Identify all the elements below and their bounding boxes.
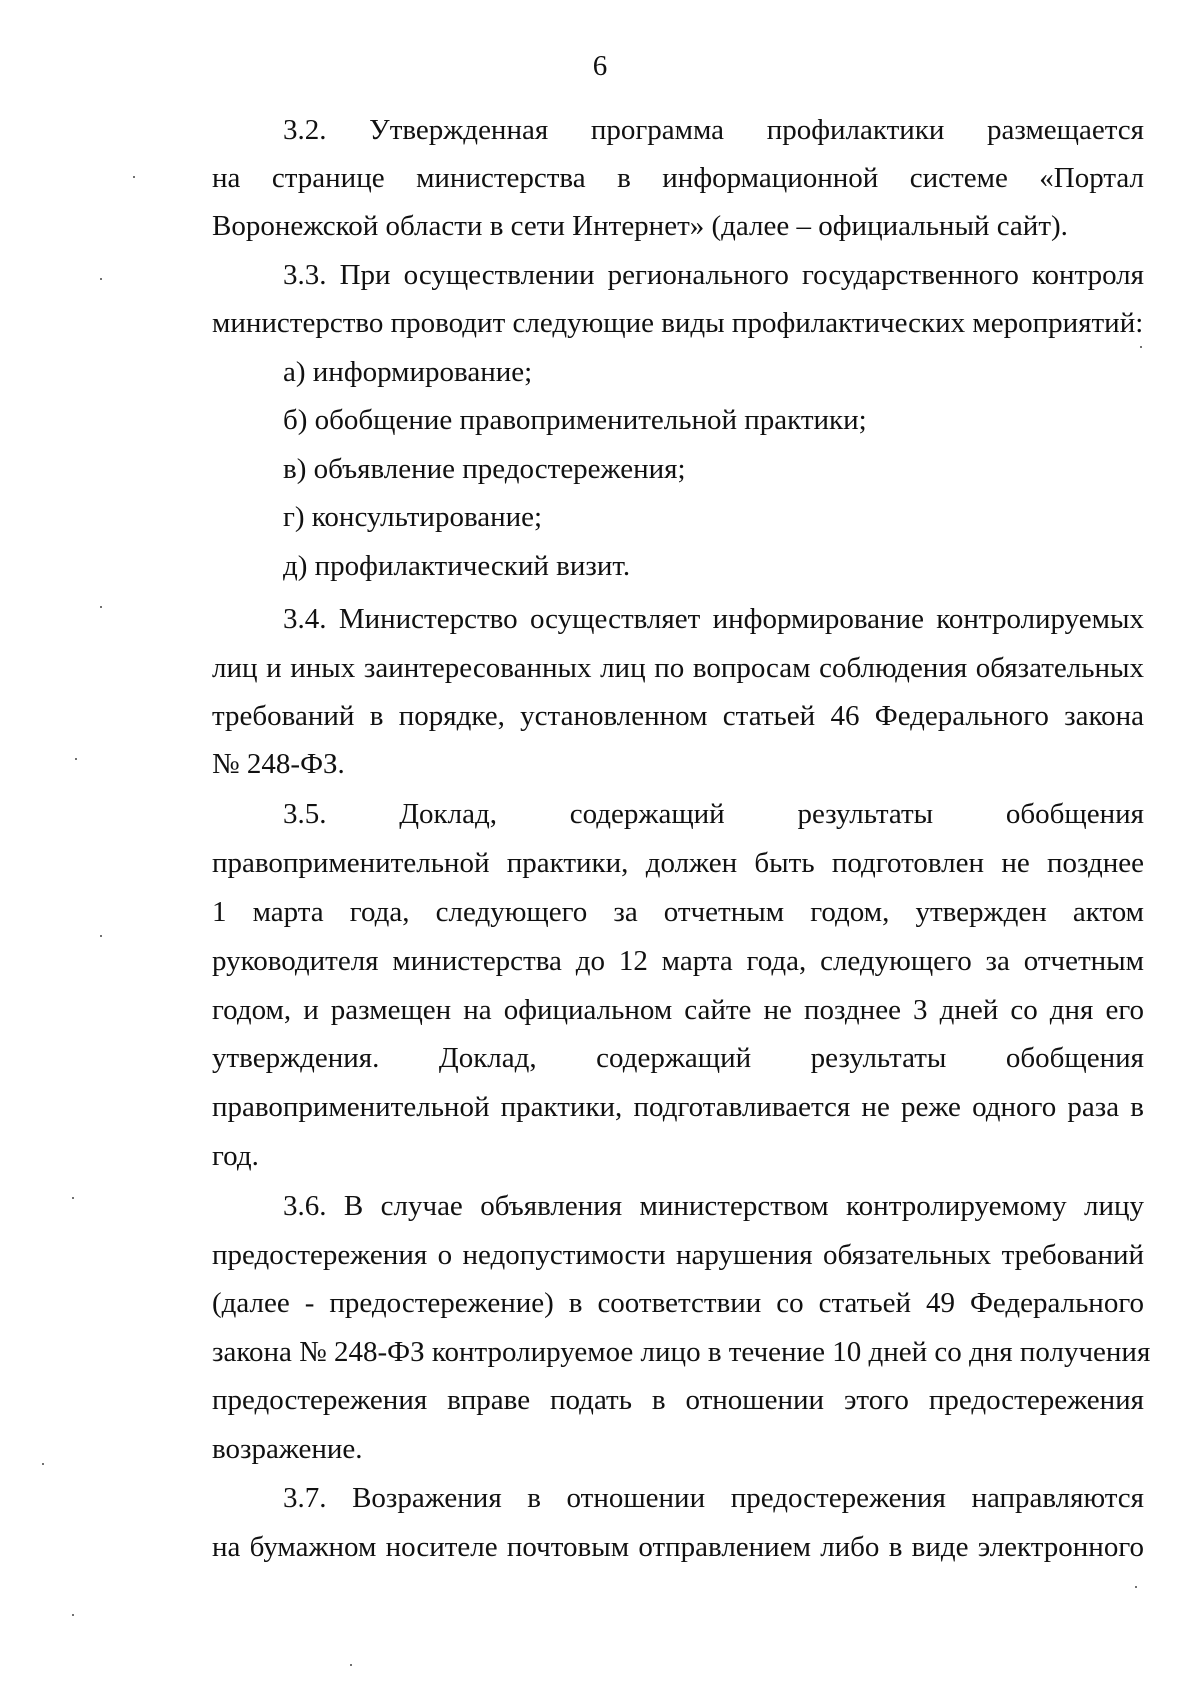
text-line: 1 марта года, следующего за отчетным годом, утвержден актом [212, 896, 1144, 928]
text-line: правоприменительной практики, должен быть подготовлен не позднее [212, 847, 1144, 879]
page-number: 6 [592, 50, 608, 82]
scan-speck [75, 758, 77, 760]
text-line: 3.2. Утвержденная программа профилактики размещается [283, 114, 1144, 146]
text-line: министерство проводит следующие виды профилактических мероприятий: [212, 307, 1144, 339]
scan-speck [100, 606, 102, 608]
list-item: в) объявление предостережения; [283, 453, 686, 485]
scan-speck [72, 1614, 74, 1616]
scan-speck [350, 1664, 352, 1666]
text-line: 3.7. Возражения в отношении предостережения направляются [283, 1482, 1144, 1514]
text-line: 3.6. В случае объявления министерством контролируемому лицу [283, 1190, 1144, 1222]
text-line: № 248-ФЗ. [212, 748, 345, 780]
text-line: годом, и размещен на официальном сайте не позднее 3 дней со дня его [212, 994, 1144, 1026]
text-line: год. [212, 1140, 259, 1172]
scan-speck [100, 935, 102, 937]
list-item: д) профилактический визит. [283, 550, 631, 582]
text-line: Воронежской области в сети Интернет» (далее – официальный сайт). [212, 210, 1068, 242]
scan-speck [1135, 1586, 1137, 1588]
text-line: закона № 248-ФЗ контролируемое лицо в течение 10 дней со дня получения [212, 1336, 1151, 1368]
text-line: предостережения вправе подать в отношении этого предостережения [212, 1384, 1144, 1416]
text-line: (далее - предостережение) в соответствии со статьей 49 Федерального [212, 1287, 1144, 1319]
text-line: лиц и иных заинтересованных лиц по вопросам соблюдения обязательных [212, 652, 1144, 684]
text-line: утверждения. Доклад, содержащий результаты обобщения [212, 1042, 1144, 1074]
scan-speck [72, 1197, 74, 1199]
list-item: а) информирование; [283, 356, 533, 388]
text-line: 3.4. Министерство осуществляет информирование контролируемых [283, 603, 1144, 635]
text-line: предостережения о недопустимости нарушения обязательных требований [212, 1239, 1144, 1271]
list-item: г) консультирование; [283, 501, 543, 533]
list-item: б) обобщение правоприменительной практики; [283, 404, 867, 436]
text-line: 3.3. При осуществлении регионального государственного контроля [283, 259, 1144, 291]
text-line: возражение. [212, 1433, 363, 1465]
text-line: руководителя министерства до 12 марта года, следующего за отчетным [212, 945, 1144, 977]
text-line: правоприменительной практики, подготавливается не реже одного раза в [212, 1091, 1144, 1123]
text-line: 3.5. Доклад, содержащий результаты обобщения [283, 798, 1144, 830]
text-line: на бумажном носителе почтовым отправлением либо в виде электронного [212, 1531, 1144, 1563]
scan-speck [133, 176, 135, 178]
text-line: требований в порядке, установленном статьей 46 Федерального закона [212, 700, 1144, 732]
scan-speck [1140, 346, 1142, 348]
scan-speck [42, 1463, 44, 1465]
text-line: на странице министерства в информационной системе «Портал [212, 162, 1144, 194]
scan-speck [100, 278, 102, 280]
